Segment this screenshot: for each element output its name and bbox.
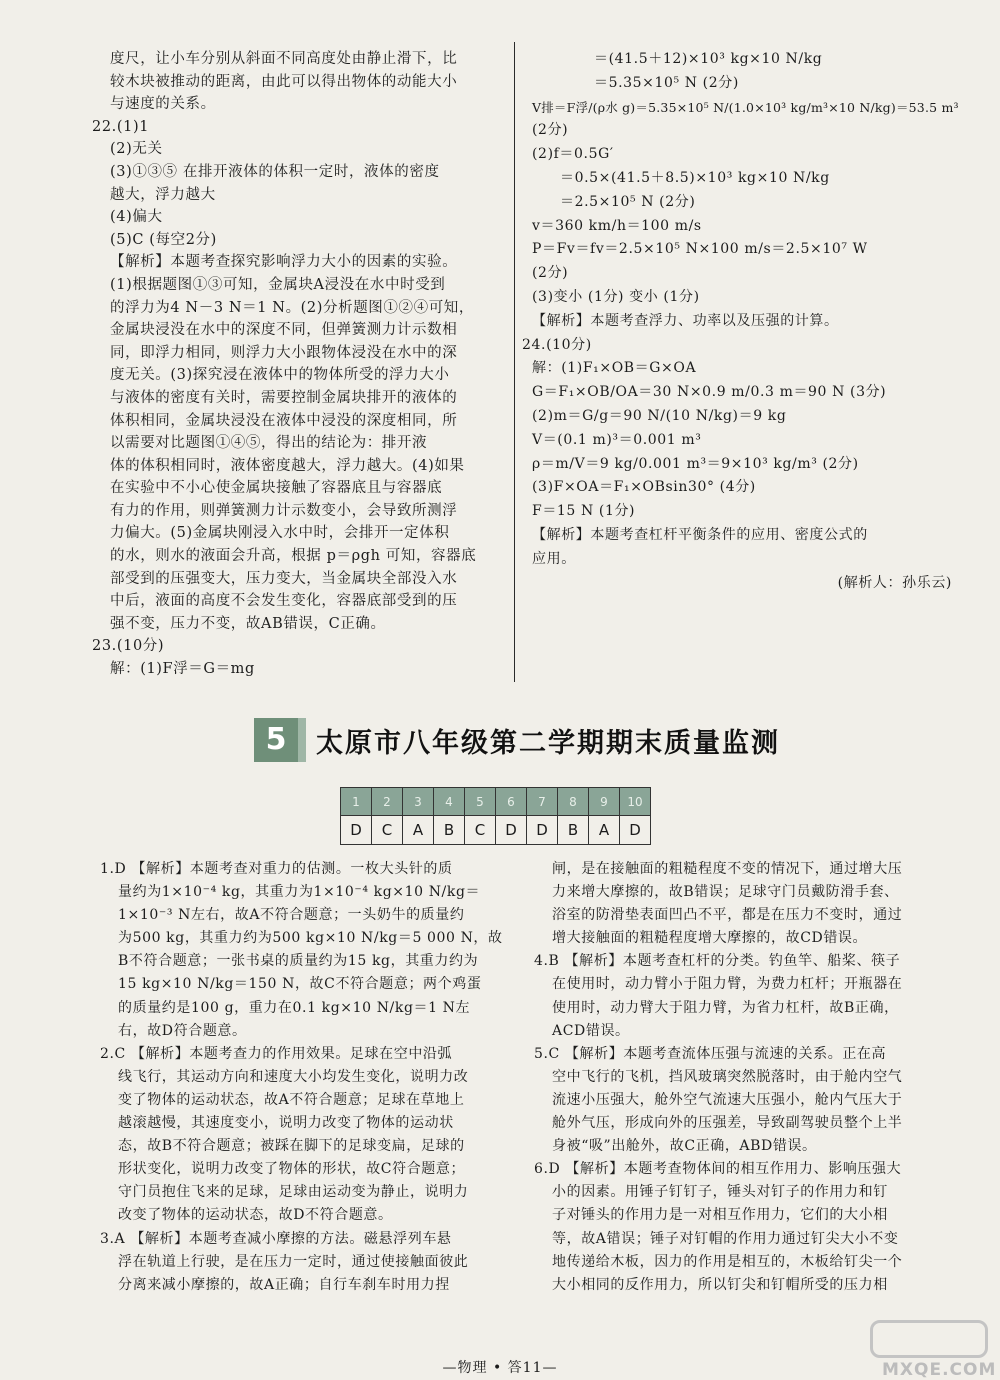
- text-line: 度无关。(3)探究浸在液体中的物体所受的浮力大小: [110, 367, 450, 384]
- question-number-cell: 3: [403, 788, 434, 816]
- text-line: 在使用时，动力臂小于阻力臂，为费力杠杆；开瓶器在: [552, 976, 903, 993]
- column-divider: [514, 42, 515, 682]
- text-line: 身被“吸”出舱外，故C正确，ABD错误。: [552, 1138, 817, 1155]
- question-number-cell: 6: [496, 788, 527, 816]
- text-line: 与速度的关系。: [110, 96, 216, 113]
- formula-line: V＝(0.1 m)³＝0.001 m³: [532, 431, 702, 448]
- question-number-cell: 10: [620, 788, 651, 816]
- text-line: 的水，则水的液面会升高，根据 p＝ρgh 可知，容器底: [110, 548, 477, 565]
- question-22-heading: 22.(1)1: [92, 118, 150, 135]
- text-line: 的质量约是100 g，重力在0.1 kg×10 N/kg＝1 N左: [118, 999, 471, 1016]
- text-line: (4)偏大: [110, 209, 163, 226]
- formula-line: (2)f＝0.5G′: [532, 146, 614, 163]
- text-line: 地传递给木板，因力的作用是相互的，木板给钉尖一个: [552, 1253, 903, 1270]
- text-line: 度尺，让小车分别从斜面不同高度处由静止滑下，比: [110, 51, 458, 67]
- text-line: 与液体的密度有关时，需要控制金属块排开的液体的: [110, 389, 458, 406]
- text-line: 态，故B不符合题意；被踩在脚下的足球变扁，足球的: [118, 1138, 465, 1155]
- answer-table: [340, 787, 651, 845]
- answer-cell: A: [589, 816, 620, 845]
- text-line: 使用时，动力臂大于阻力臂，为省力杠杆，故B正确，: [552, 999, 899, 1016]
- text-line: 右，故D符合题意。: [118, 1022, 247, 1039]
- answer-cell: D: [527, 816, 558, 845]
- text-line: 舱外气压，形成向外的压强差，导致副驾驶员整个上半: [552, 1115, 903, 1132]
- answer-cell: B: [558, 816, 589, 845]
- watermark-text: MXQE.COM: [882, 1360, 997, 1380]
- formula-line: V排＝F浮/(ρ水 g)＝5.35×10⁵ N/(1.0×10³ kg/m³×10 N/kg)＝53.5 m³: [532, 99, 959, 115]
- answer-cell: D: [620, 816, 651, 845]
- watermark-badge-icon: [870, 1320, 988, 1358]
- answer-explanation-6: 6.D 【解析】本题考查物体间的相互作用力、影响压强大: [534, 1161, 902, 1178]
- text-line: 以需要对比题图①④⑤，得出的结论为：排开液: [110, 435, 428, 452]
- answer-cell: A: [403, 816, 434, 845]
- text-line: 量约为1×10⁻⁴ kg，其重力为1×10⁻⁴ kg×10 N/kg＝: [118, 884, 481, 901]
- text-line: 浮在轨道上行驶，是在压力一定时，通过使接触面彼此: [118, 1253, 469, 1270]
- formula-line: ＝(41.5＋12)×10³ kg×10 N/kg: [594, 51, 823, 67]
- text-line: B不符合题意；一张书桌的质量约为15 kg，其重力约为: [118, 953, 479, 970]
- text-line: 部受到的压强变大，压力变大，当金属块全部没入水: [110, 570, 458, 587]
- text-line: 金属块浸没在水中的深度不同，但弹簧测力计示数相: [110, 322, 458, 339]
- question-number-cell: 7: [527, 788, 558, 816]
- top-right-column: [522, 48, 959, 595]
- section-banner: [254, 718, 780, 762]
- section-title: 太原市八年级第二学期期末质量监测: [316, 728, 780, 759]
- text-line: 有力的作用，则弹簧测力计示数变小，会导致所测浮: [110, 502, 458, 519]
- text-line: (3)①③⑤ 在排开液体的体积一定时，液体的密度: [110, 163, 440, 180]
- bottom-left-column: [100, 858, 520, 1297]
- question-number-cell: 5: [465, 788, 496, 816]
- top-left-column: [92, 48, 507, 681]
- text-line: 强不变，压力不变，故AB错误，C正确。: [110, 615, 386, 632]
- text-line: 力偏大。(5)金属块刚浸入水中时，会排开一定体积: [110, 525, 450, 542]
- text-line: 子对锤头的作用力是一对相互作用力，它们的大小相: [552, 1207, 888, 1224]
- text-line: 同，即浮力相同，则浮力大小跟物体浸没在水中的深: [110, 344, 458, 361]
- formula-line: 解：(1)F浮＝G＝mg: [110, 661, 255, 678]
- text-line: 分离来减小摩擦的，故A正确；自行车刹车时用力捏: [118, 1276, 450, 1293]
- text-line: 力来增大摩擦的，故B错误；足球守门员戴防滑手套、: [552, 884, 899, 901]
- text-line: 大小相同的反作用力，所以钉尖和钉帽所受的压力相: [552, 1276, 888, 1293]
- analysis-line: 【解析】本题考查浮力、功率以及压强的计算。: [532, 312, 839, 329]
- text-line: 越大，浮力越大: [110, 186, 216, 203]
- text-line: 浴室的防滑垫表面凹凸不平，都是在压力不变时，通过: [552, 907, 903, 924]
- question-24-heading: 24.(10分): [522, 336, 592, 353]
- text-line: 在实验中不小心使金属块接触了容器底且与容器底: [110, 480, 443, 497]
- answer-table-answer-row: [341, 816, 651, 845]
- answer-explanation-1: 1.D 【解析】本题考查对重力的估测。一枚大头针的质: [100, 861, 453, 877]
- answer-cell: C: [465, 816, 496, 845]
- formula-line: ＝0.5×(41.5＋8.5)×10³ kg×10 N/kg: [560, 169, 830, 186]
- text-line: 线飞行，其运动方向和速度大小均发生变化，说明力改: [118, 1068, 469, 1085]
- text-line: 守门员抱住飞来的足球，足球由运动变为静止，说明力: [118, 1184, 469, 1201]
- answer-explanation-3: 3.A 【解析】本题考查减小摩擦的方法。磁悬浮列车悬: [100, 1230, 452, 1247]
- question-number-cell: 2: [372, 788, 403, 816]
- formula-line: G＝F₁×OB/OA＝30 N×0.9 m/0.3 m＝90 N (3分): [532, 384, 887, 401]
- text-line: (1)根据题图①③可知，金属块A浸没在水中时受到: [110, 276, 446, 293]
- formula-line: (3)F×OA＝F₁×OBsin30° (4分): [532, 479, 756, 496]
- answer-table-header-row: [341, 788, 651, 816]
- text-line: 中后，液面的高度不会发生变化，容器底部受到的压: [110, 593, 458, 610]
- question-number-cell: 9: [589, 788, 620, 816]
- text-line: (3)变小 (1分) 变小 (1分): [532, 288, 700, 305]
- analyst-credit: (解析人：孙乐云): [837, 574, 952, 591]
- text-line: 体积相同，金属块浸没在液体中浸没的深度相同，所: [110, 412, 458, 429]
- formula-line: ρ＝m/V＝9 kg/0.001 m³＝9×10³ kg/m³ (2分): [532, 455, 859, 472]
- answer-explanation-4: 4.B 【解析】本题考查杠杆的分类。钓鱼竿、船桨、筷子: [534, 953, 901, 970]
- text-line: (2)无关: [110, 141, 163, 158]
- text-line: 较木块被推动的距离，由此可以得出物体的动能大小: [110, 73, 458, 90]
- formula-line: v＝360 km/h＝100 m/s: [532, 217, 702, 234]
- text-line: 为500 kg，其重力约为500 kg×10 N/kg＝5 000 N，故: [118, 930, 503, 947]
- answer-cell: D: [496, 816, 527, 845]
- answer-explanation-5: 5.C 【解析】本题考查流体压强与流速的关系。正在高: [534, 1045, 887, 1062]
- formula-line: (2)m＝G/g＝90 N/(10 N/kg)＝9 kg: [532, 407, 787, 424]
- answer-cell: B: [434, 816, 465, 845]
- question-23-heading: 23.(10分): [92, 638, 165, 655]
- watermark-logo: [870, 1320, 997, 1380]
- text-line: 等，故A错误；锤子对钉帽的作用力通过钉尖大小不变: [552, 1230, 899, 1247]
- formula-line: ＝5.35×10⁵ N (2分): [594, 74, 739, 91]
- bottom-right-column: [534, 858, 954, 1297]
- text-line: 改变了物体的运动状态，故D不符合题意。: [118, 1207, 393, 1224]
- text-line: 流速小压强大，舱外空气流速大压强小，舱内气压大于: [552, 1091, 903, 1108]
- text-line: 空中飞行的飞机，挡风玻璃突然脱落时，由于舱内空气: [552, 1068, 903, 1085]
- text-line: ACD错误。: [552, 1022, 630, 1039]
- answer-explanation-2: 2.C 【解析】本题考查力的作用效果。足球在空中沿弧: [100, 1045, 453, 1062]
- text-line: 的浮力为4 N－3 N＝1 N。(2)分析题图①②④可知，: [110, 299, 475, 316]
- text-line: 增大接触面的粗糙程度增大摩擦的，故CD错误。: [552, 930, 868, 947]
- text-line: 变了物体的运动状态，故A不符合题意；足球在草地上: [118, 1091, 465, 1108]
- section-number: 5: [254, 718, 298, 762]
- score-line: (2分): [532, 122, 569, 139]
- question-number-cell: 8: [558, 788, 589, 816]
- question-number-cell: 4: [434, 788, 465, 816]
- text-line: 15 kg×10 N/kg＝150 N，故C不符合题意；两个鸡蛋: [118, 976, 482, 993]
- text-line: 小的因素。用锤子钉钉子，锤头对钉子的作用力和钉: [552, 1184, 888, 1201]
- text-line: 应用。: [532, 550, 576, 567]
- formula-line: ＝2.5×10⁵ N (2分): [560, 193, 696, 210]
- analysis-line: 【解析】本题考查杠杆平衡条件的应用、密度公式的: [532, 526, 868, 543]
- text-line: 闸，是在接触面的粗糙程度不变的情况下，通过增大压: [552, 861, 903, 877]
- text-line: (5)C (每空2分): [110, 231, 217, 248]
- text-line: 形状变化，说明力改变了物体的形状，故C符合题意；: [118, 1161, 466, 1178]
- answer-cell: C: [372, 816, 403, 845]
- text-line: 1×10⁻³ N左右，故A不符合题意；一头奶牛的质量约: [118, 907, 465, 924]
- question-number-cell: 1: [341, 788, 372, 816]
- answer-cell: D: [341, 816, 372, 845]
- analysis-line: 【解析】本题考查探究影响浮力大小的因素的实验。: [110, 254, 458, 271]
- text-line: 体的体积相同时，液体密度越大，浮力越大。(4)如果: [110, 457, 465, 474]
- formula-line: 解：(1)F₁×OB＝G×OA: [532, 360, 697, 377]
- page-footer: —物理 • 答11—: [442, 1360, 558, 1376]
- formula-line: F＝15 N (1分): [532, 503, 636, 520]
- score-line: (2分): [532, 265, 569, 282]
- formula-line: P＝Fv＝fv＝2.5×10⁵ N×100 m/s＝2.5×10⁷ W: [532, 241, 868, 258]
- text-line: 越滚越慢，其速度变小，说明力改变了物体的运动状: [118, 1115, 454, 1132]
